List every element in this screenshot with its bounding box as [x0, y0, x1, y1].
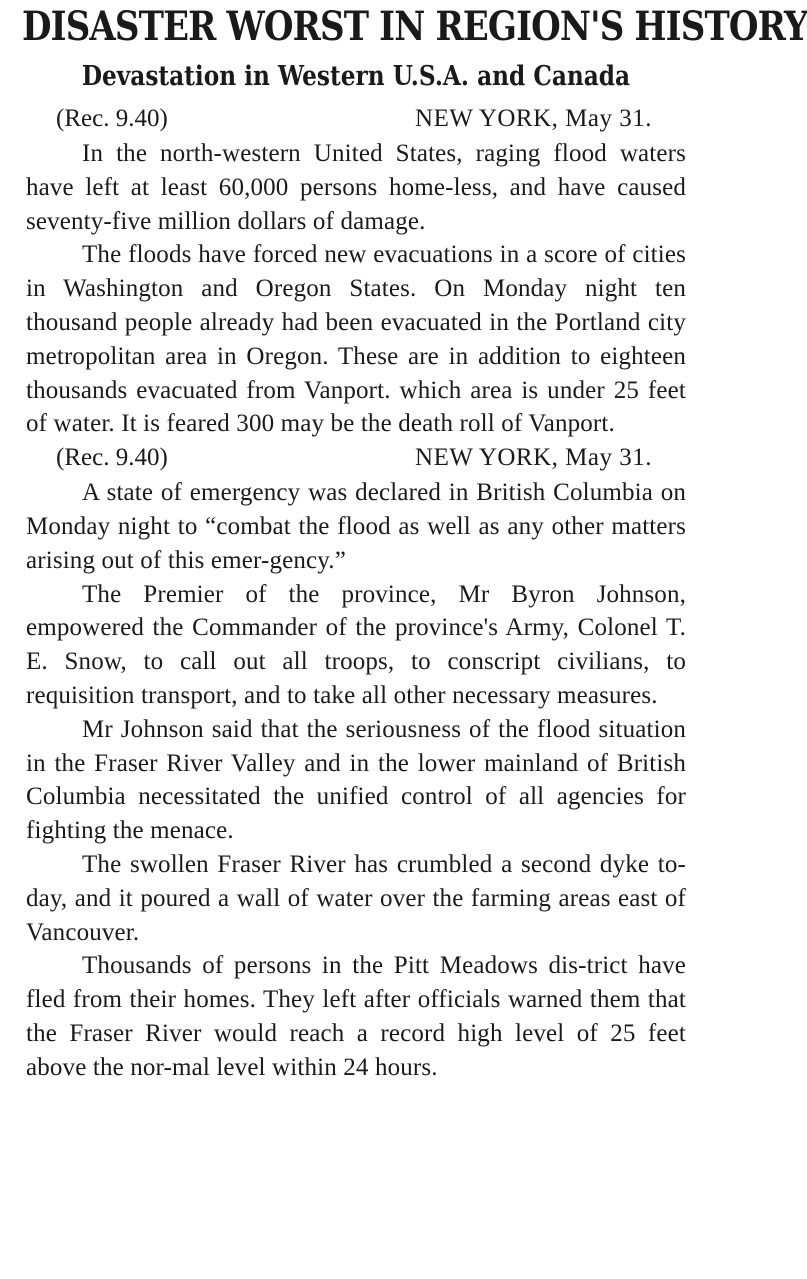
paragraph: The swollen Fraser River has crumbled a second dyke to-day, and it poured a wall of water over the farming areas east of Vancouver. [26, 850, 686, 946]
section-2-body [26, 474, 686, 1084]
paragraph: In the north-western United States, raging flood waters have left at least 60,000 persons home-less, and have caused seventy-five million dollars of damage. [26, 140, 686, 235]
dateline-ref: (Rec. 9.40) [56, 444, 168, 472]
paragraph: A state of emergency was declared in British Columbia on Monday night to “combat the flood as well as any other matters arising out of this emer-gency.” [26, 479, 686, 574]
paragraph: Thousands of persons in the Pitt Meadows dis-trict have fled from their homes. They left after officials warned them that the Fraser River would reach a record high level of 25 feet above the nor-mal level within 24 hours. [26, 952, 686, 1081]
paragraph: Mr Johnson said that the seriousness of the flood situation in the Fraser River Valley and in the lower mainland of British Columbia necessitated the unified control of all agencies for fighting the menace. [26, 715, 686, 845]
paragraph: The Premier of the province, Mr Byron Johnson, empowered the Commander of the province's Army, Colonel T. E. Snow, to call out all troops, to conscript civilians, to requisition transport, and to take all other necessary measures. [26, 580, 686, 709]
dateline-ref: (Rec. 9.40) [56, 105, 168, 132]
dateline-1 [26, 102, 686, 135]
section-1-body [26, 135, 686, 441]
dateline-place-date: NEW YORK, May 31. [415, 444, 652, 472]
headline: DISASTER WORST IN REGION'S HISTORY [22, 3, 807, 50]
paragraph: The floods have forced new evacuations in a score of cities in Washington and Oregon States. On Monday night ten thousand people already had been evacuated in the Portland city metropolitan area in Oregon. These are in addition to eighteen thousands evacuated from Vanport. which area is under 25 feet of water. It is feared 300 may be the death roll of Vanport. [26, 241, 686, 438]
dateline-2 [26, 441, 686, 474]
subheadline: Devastation in Western U.S.A. and Canada [81, 61, 631, 92]
dateline-place-date: NEW YORK, May 31. [415, 105, 652, 132]
